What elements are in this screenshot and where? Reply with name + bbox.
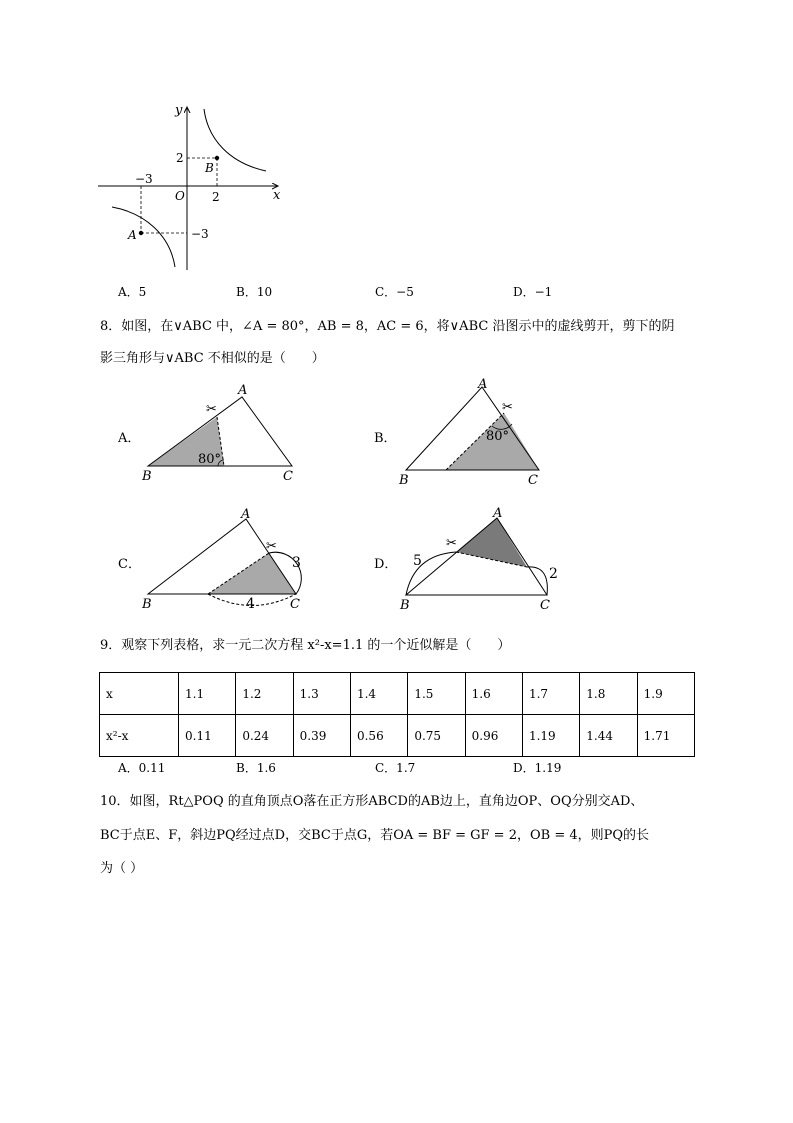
svg-text:A: A <box>238 383 248 398</box>
table-cell: 1.44 <box>580 715 637 757</box>
tick-y-2: 2 <box>176 151 184 165</box>
table-row <box>100 673 695 715</box>
y-axis-label: y <box>175 103 183 118</box>
q8-stem-line2: 影三角形与∨ABC 不相似的是（ ） <box>100 351 325 366</box>
svg-text:80°: 80° <box>486 429 510 444</box>
q7-option-c: C．−5 <box>375 285 414 299</box>
table-cell: 1.19 <box>522 715 579 757</box>
svg-text:C: C <box>283 469 293 484</box>
q8-stem-line1: 8．如图，在∨ABC 中，∠A = 80°，AB = 8，AC = 6，将∨ABC 沿图示中的虚线剪开，剪下的阴 <box>100 319 675 334</box>
q7-coordinate-graph <box>90 95 300 275</box>
svg-text:5: 5 <box>413 553 422 569</box>
point-b-dot <box>215 156 219 160</box>
table-cell: 1.6 <box>465 673 522 715</box>
svg-text:4: 4 <box>246 596 255 612</box>
point-a-dot <box>139 231 143 235</box>
table-cell: 0.11 <box>179 715 236 757</box>
table-cell: 0.39 <box>293 715 350 757</box>
q7-option-d: D．−1 <box>513 285 553 299</box>
svg-text:A: A <box>241 507 251 522</box>
q8-fig-a-label: A． <box>118 431 141 446</box>
q8-fig-d-label: D． <box>374 557 398 572</box>
table-cell: 0.56 <box>350 715 407 757</box>
tick-x-2: 2 <box>212 190 220 204</box>
q10-stem-line3: 为（ ） <box>100 861 144 876</box>
point-a-label: A <box>128 228 137 242</box>
table-cell: 0.75 <box>408 715 465 757</box>
scissors-icon: ✂ <box>502 400 513 415</box>
table-cell: 1.3 <box>293 673 350 715</box>
q8-figure-b <box>396 376 556 491</box>
svg-text:3: 3 <box>292 555 301 571</box>
scissors-icon: ✂ <box>446 536 457 551</box>
table-cell: 1.2 <box>236 673 293 715</box>
svg-text:B: B <box>399 473 409 488</box>
svg-text:2: 2 <box>549 566 558 582</box>
q9-stem: 9．观察下列表格，求一元二次方程 x²-x=1.1 的一个近似解是（ ） <box>100 638 511 653</box>
table-cell: 1.7 <box>522 673 579 715</box>
table-cell: 0.96 <box>465 715 522 757</box>
q8-fig-c-label: C． <box>118 557 141 572</box>
q9-option-d: D．1.19 <box>513 761 562 775</box>
table-cell: 1.8 <box>580 673 637 715</box>
tick-y-neg3: −3 <box>191 227 209 241</box>
q9-option-a: A．0.11 <box>118 761 166 775</box>
q8-fig-b-label: B． <box>374 431 397 446</box>
tick-x-neg3: −3 <box>135 172 153 186</box>
table-cell: 1.9 <box>637 673 694 715</box>
table-cell: x <box>100 673 179 715</box>
svg-text:A: A <box>493 506 503 521</box>
q8-figure-c <box>138 505 313 615</box>
table-cell: 0.24 <box>236 715 293 757</box>
svg-text:C: C <box>528 473 538 488</box>
q10-stem-line1: 10．如图，Rt△POQ 的直角顶点O落在正方形ABCD的AB边上，直角边OP、OQ分别交AD、 <box>100 794 644 809</box>
q8-figure-d <box>396 503 566 615</box>
svg-text:80°: 80° <box>198 452 222 467</box>
svg-text:A: A <box>478 377 488 392</box>
svg-text:C: C <box>290 597 300 612</box>
table-row <box>100 715 695 757</box>
hyperbola-branch-q3 <box>112 207 175 267</box>
svg-text:B: B <box>142 469 152 484</box>
scissors-icon: ✂ <box>266 539 277 554</box>
point-b-label: B <box>205 161 214 175</box>
svg-text:C: C <box>540 598 550 613</box>
svg-text:B: B <box>400 598 410 613</box>
table-cell: 1.1 <box>179 673 236 715</box>
q7-option-b: B．10 <box>236 285 273 299</box>
table-cell: 1.71 <box>637 715 694 757</box>
svg-text:B: B <box>142 597 152 612</box>
table-cell: 1.5 <box>408 673 465 715</box>
q9-option-c: C．1.7 <box>375 761 416 775</box>
q9-values-table <box>99 672 695 757</box>
q10-stem-line2: BC于点E、F，斜边PQ经过点D，交BC于点G，若OA = BF = GF = 2，OB = 4，则PQ的长 <box>100 828 650 843</box>
table-cell: 1.4 <box>350 673 407 715</box>
scissors-icon: ✂ <box>206 402 217 417</box>
x-axis-label: x <box>273 188 281 203</box>
q7-option-a: A．5 <box>118 285 147 299</box>
origin-label: O <box>175 189 185 203</box>
q8-figure-a <box>138 380 308 485</box>
table-cell: x²-x <box>100 715 179 757</box>
q9-option-b: B．1.6 <box>236 761 276 775</box>
